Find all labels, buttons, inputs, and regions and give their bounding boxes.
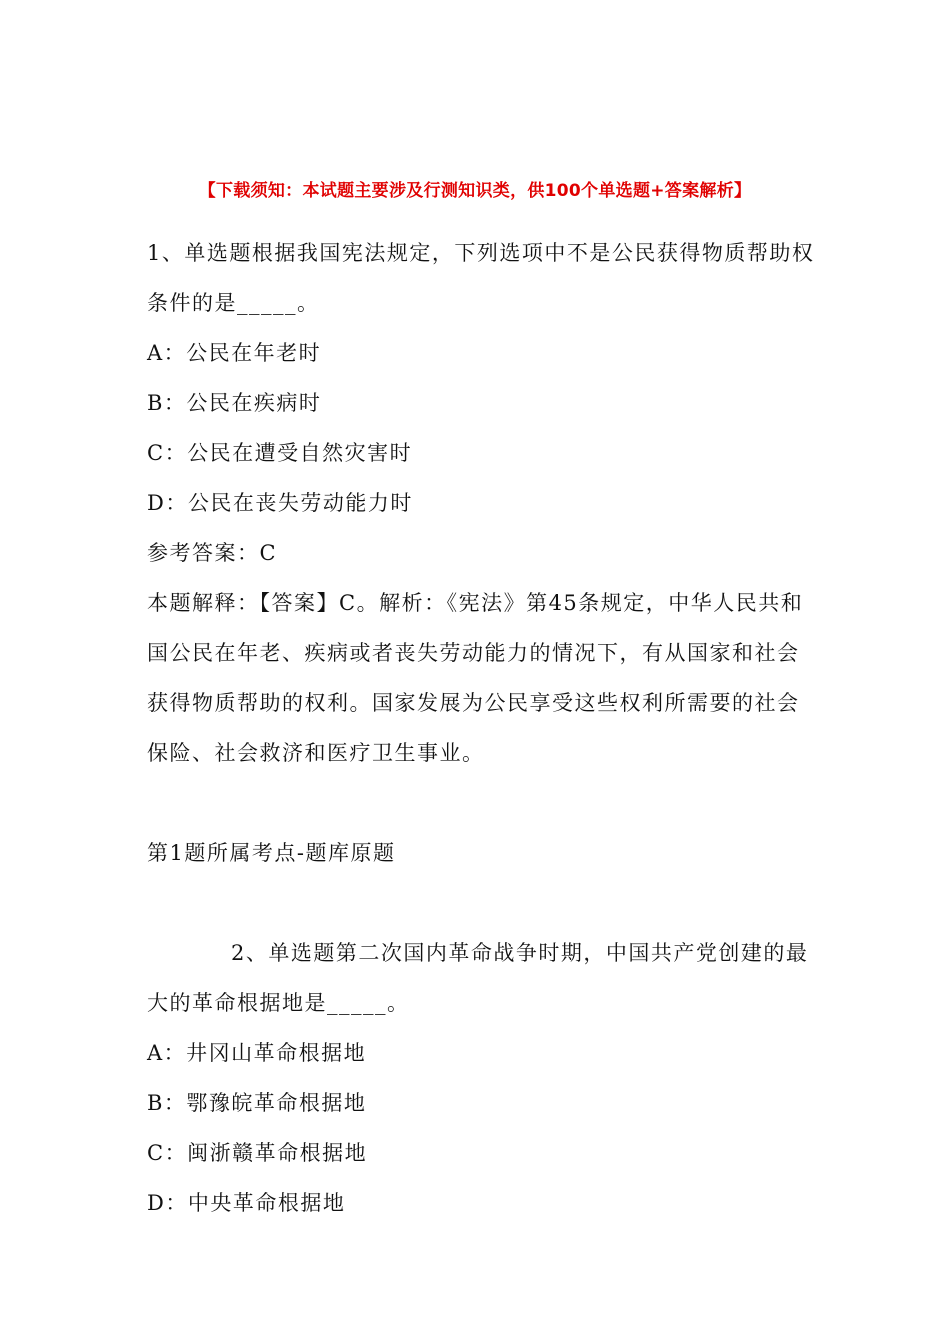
spacer [147,878,807,928]
question-1-option-d: D：公民在丧失劳动能力时 [147,491,413,515]
download-notice: 【下载须知：本试题主要涉及行测知识类，供100个单选题+答案解析】 [198,181,752,201]
question-1-explanation-line-2: 国公民在年老、疾病或者丧失劳动能力的情况下，有从国家和社会 [147,641,800,665]
question-1 [147,228,815,928]
question-2-option-d: D：中央革命根据地 [147,1191,346,1215]
question-1-explanation-line-1: 本题解释：【答案】C。解析：《宪法》第45条规定，中华人民共和 [147,591,804,615]
question-2 [147,928,807,1228]
question-2-stem-line-1: 2、单选题第二次国内革命战争时期，中国共产党创建的最 [231,941,809,965]
question-1-stem-line-1: 1、单选题根据我国宪法规定，下列选项中不是公民获得物质帮助权 [147,241,815,265]
question-1-explanation-line-3: 获得物质帮助的权利。国家发展为公民享受这些权利所需要的社会 [147,691,800,715]
question-1-stem-line-2: 条件的是_____。 [147,291,320,315]
question-1-explanation-line-4: 保险、社会救济和医疗卫生事业。 [147,741,485,765]
question-1-option-a: A：公民在年老时 [147,341,322,365]
spacer [147,778,807,828]
question-1-option-c: C：公民在遭受自然灾害时 [147,441,413,465]
question-2-stem-line-2: 大的革命根据地是_____。 [147,991,410,1015]
question-1-option-b: B：公民在疾病时 [147,391,322,415]
question-2-option-a: A：井冈山革命根据地 [147,1041,367,1065]
question-1-source: 第1题所属考点-题库原题 [147,841,396,865]
question-content [147,228,815,1228]
question-2-option-c: C：闽浙赣革命根据地 [147,1141,368,1165]
question-2-option-b: B：鄂豫皖革命根据地 [147,1091,367,1115]
question-1-answer: 参考答案：C [147,541,278,565]
